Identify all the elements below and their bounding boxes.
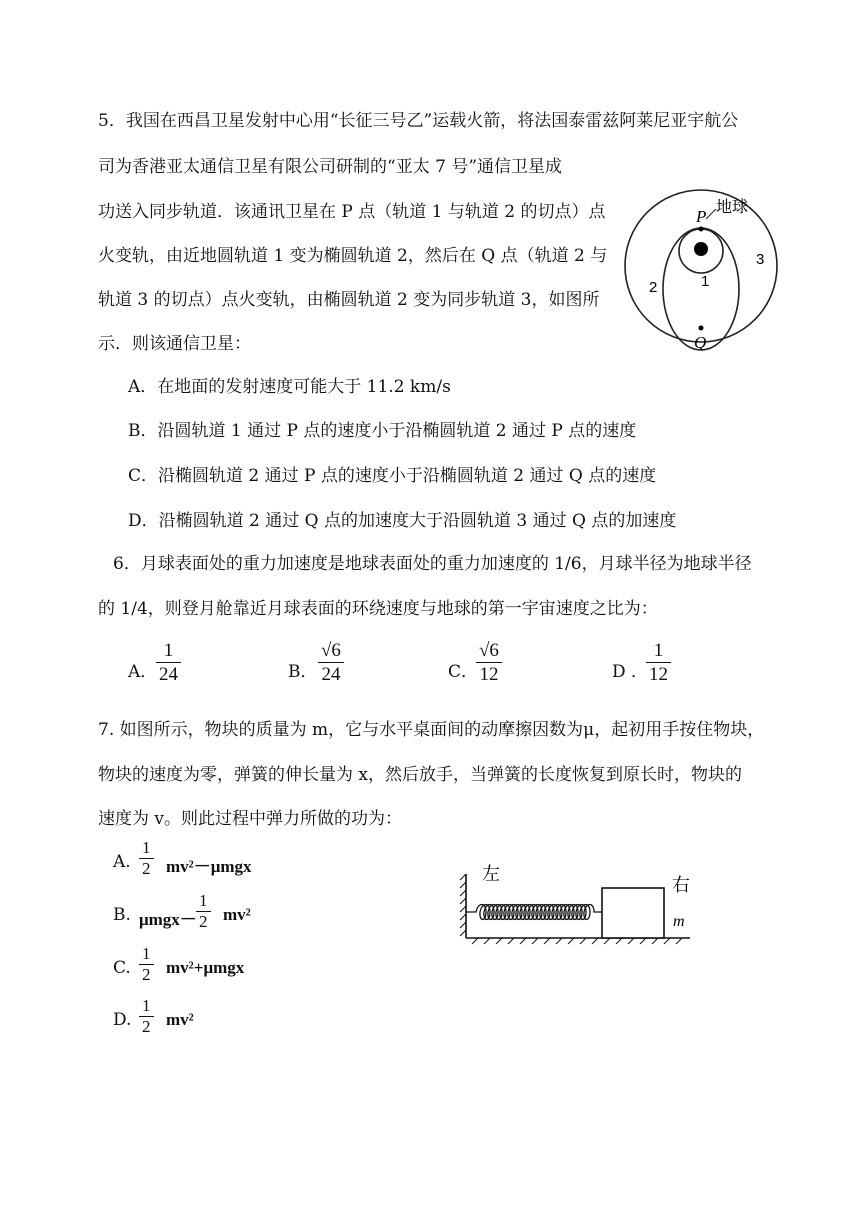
q7-option-d-numerator: 1: [142, 996, 151, 1015]
q6-option-d-fraction: [646, 640, 671, 687]
q5-option-c: C．沿椭圆轨道 2 通过 P 点的速度小于沿椭圆轨道 2 通过 Q 点的速度: [128, 466, 657, 486]
q6-option-c-denominator: 12: [479, 664, 499, 685]
q7-option-c-denominator: 2: [142, 965, 151, 984]
spring-block-diagram: [458, 856, 698, 948]
q6-option-c-numerator: √6: [479, 640, 499, 661]
q6-line-2: 的 1/4，则登月舱靠近月球表面的环绕速度与地球的第一宇宙速度之比为：: [98, 599, 658, 619]
q6-option-c-label: C．: [448, 662, 479, 682]
q6-option-d-numerator: 1: [653, 640, 664, 661]
label-p: P: [696, 207, 707, 226]
q7-option-a-expression: mv²－μmgx: [166, 857, 252, 876]
q5-option-a: A．在地面的发射速度可能大于 11.2 km/s: [128, 377, 451, 397]
q6-option-b-fraction: [318, 640, 344, 687]
q7-option-c-expression: mv²+μmgx: [166, 958, 245, 977]
q7-option-a-label: A.: [113, 852, 131, 872]
q7-option-c-numerator: 1: [142, 944, 151, 963]
q5-line-3: 功送入同步轨道．该通讯卫星在 P 点（轨道 1 与轨道 2 的切点）点: [98, 202, 606, 222]
q7-option-b-expression: mv²: [223, 905, 251, 924]
q7-option-a-numerator: 1: [142, 838, 151, 857]
block: [602, 888, 664, 938]
label-left: 左: [482, 864, 500, 885]
q7-option-a-fraction: [139, 838, 154, 879]
label-1: 1: [701, 273, 710, 290]
q7-line-3: 速度为 v。则此过程中弹力所做的功为：: [98, 809, 403, 829]
label-2: 2: [649, 279, 658, 296]
q6-line-1: 6．月球表面处的重力加速度是地球表面处的重力加速度的 1/6，月球半径为地球半径: [113, 554, 752, 574]
point-q: [699, 326, 704, 331]
q6-option-d-denominator: 12: [649, 664, 668, 685]
q5-line-1: 5．我国在西昌卫星发射中心用“长征三号乙”运载火箭，将法国泰雷兹阿莱尼亚宇航公: [98, 111, 739, 131]
q5-option-d: D．沿椭圆轨道 2 通过 Q 点的加速度大于沿圆轨道 3 通过 Q 点的加速度: [128, 511, 677, 531]
q5-line-4: 火变轨，由近地圆轨道 1 变为椭圆轨道 2，然后在 Q 点（轨道 2 与: [98, 246, 608, 266]
point-p: [699, 227, 704, 232]
q7-option-d-fraction: [139, 996, 154, 1037]
q5-line-5: 轨道 3 的切点）点火变轨，由椭圆轨道 2 变为同步轨道 3，如图所: [98, 290, 600, 310]
q7-option-b-fraction: [196, 891, 211, 932]
q7-option-d-denominator: 2: [142, 1017, 151, 1036]
q6-option-a-denominator: 24: [159, 664, 178, 685]
q7-line-1: 7. 如图所示，物块的质量为 m，它与水平桌面间的动摩擦因数为μ，起初用手按住物块，: [98, 720, 765, 740]
q7-option-b-denominator: 2: [199, 912, 208, 931]
earth-dot: [694, 242, 708, 256]
q6-option-d-label: D ．: [612, 662, 649, 682]
label-mass: m: [673, 913, 685, 930]
q6-option-a-fraction: [156, 640, 181, 687]
spring: [466, 905, 602, 920]
q6-option-b-denominator: 24: [321, 664, 341, 685]
q7-option-c-label: C.: [113, 958, 131, 978]
label-earth: 地球: [716, 197, 749, 216]
q5-line-6: 示．则该通信卫星：: [98, 334, 251, 354]
wall-hatching: [460, 874, 466, 936]
q6-option-c-fraction: [476, 640, 502, 687]
q7-line-2: 物块的速度为零，弹簧的伸长量为 x，然后放手，当弹簧的长度恢复到原长时，物块的: [98, 765, 742, 785]
q7-option-b-prefix: μmgx－: [139, 910, 197, 929]
q7-option-b-label: B.: [113, 905, 131, 925]
earth-pointer: [706, 209, 716, 219]
q5-option-b: B．沿圆轨道 1 通过 P 点的速度小于沿椭圆轨道 2 通过 P 点的速度: [128, 421, 637, 441]
q7-option-b-numerator: 1: [199, 891, 208, 910]
label-3: 3: [756, 251, 765, 268]
label-q: Q: [694, 333, 707, 352]
q6-option-a-label: A．: [128, 662, 158, 682]
orbit-diagram: [612, 182, 792, 357]
q6-option-b-numerator: √6: [321, 640, 341, 661]
q7-option-c-fraction: [139, 944, 154, 985]
q7-option-d-label: D.: [113, 1010, 132, 1030]
q7-option-a-denominator: 2: [142, 859, 151, 878]
floor-hatching: [472, 938, 682, 944]
q6-option-b-label: B．: [288, 662, 318, 682]
label-right: 右: [672, 875, 690, 896]
q5-line-2: 司为香港亚太通信卫星有限公司研制的“亚太 7 号”通信卫星成: [98, 157, 563, 177]
q7-option-d-expression: mv²: [166, 1010, 194, 1029]
q6-option-a-numerator: 1: [163, 640, 174, 661]
